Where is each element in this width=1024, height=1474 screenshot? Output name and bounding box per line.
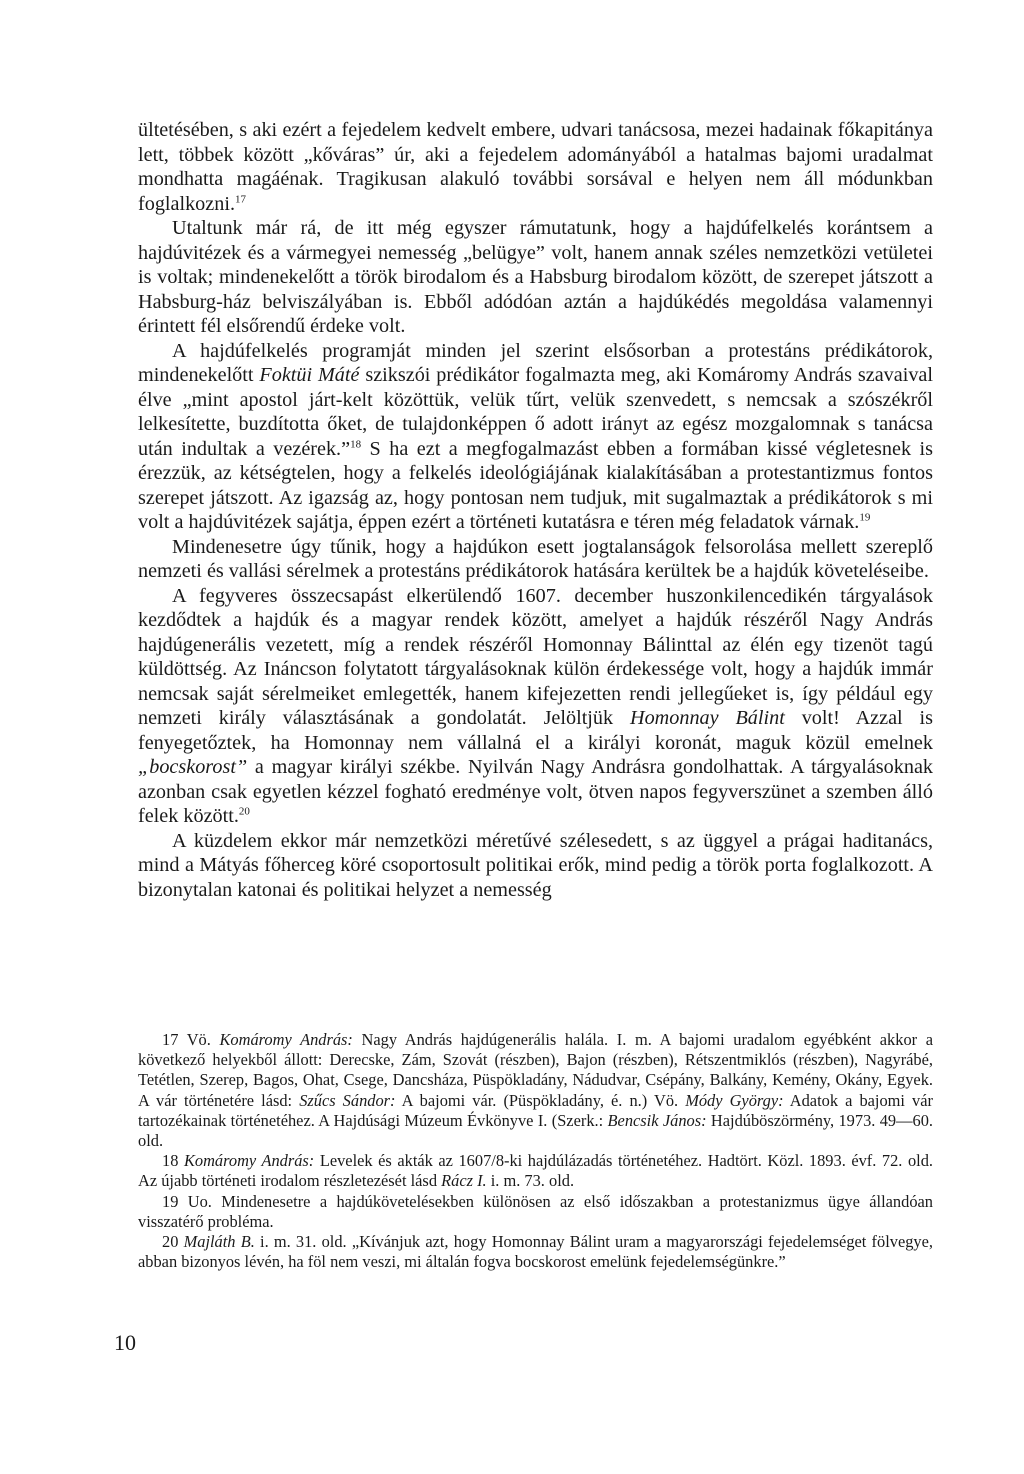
page-number: 10 <box>114 1330 136 1355</box>
paragraph-1 <box>138 118 933 216</box>
paragraph-6 <box>138 829 933 903</box>
main-text <box>138 118 933 902</box>
footnote-19 <box>138 1192 933 1232</box>
paragraph-2-text: Utaltunk már rá, de itt még egyszer rámutatunk, hogy a hajdúfelkelés korántsem a hajdúvitézek és a vármegyei nemesség „belügye” volt, hanem annak széles nemzetközi vetületei is voltak; mindenekelőtt a török birodalom és a Habsburg birodalom között, de szerepet játszott a Habsburg-ház belviszályában is. Ebből adódóan aztán a hajdúkédés megoldása valamennyi érintett fél elsőrendű érdeke volt. <box>138 217 933 337</box>
person-name-foktui-mate: Foktüi Máté <box>259 364 360 386</box>
footnote-17-author-3: Módy György: <box>685 1090 784 1110</box>
footnote-18-author-1: Komáromy András: <box>183 1151 315 1171</box>
paragraph-5-text-c: a magyar királyi székbe. Nyilván Nagy Andrásra gondolhattak. A tárgyalásoknak azonban csak egyetlen kézzel fogható eredménye volt, ötven napos fegyverszünet a szemben álló felek között. <box>138 756 933 827</box>
footnote-18-text-2: i. m. 73. old. <box>486 1171 575 1191</box>
paragraph-5 <box>138 584 933 829</box>
paragraph-4-text: Mindenesetre úgy tűnik, hogy a hajdúkon esett jogtalanságok felsorolása mellett szereplő nemzeti és vallási sérelmek a protestáns prédikátorok hatására kerültek be a hajdúk követeléseibe. <box>138 535 933 582</box>
footnote-17-number: 17 Vö. <box>162 1030 220 1049</box>
footnote-18-number: 18 <box>162 1151 184 1171</box>
footnote-17-author-4: Bencsik János: <box>607 1110 707 1130</box>
paragraph-3 <box>138 339 933 535</box>
footnote-17-text-2: A bajomi vár. (Püspökladány, é. n.) Vö. <box>395 1090 686 1110</box>
footnote-17-text-4: Hajdúböszörmény, 1973. 49—60. old. <box>138 1110 933 1151</box>
footnote-17-text-3: Adatok a bajomi vár tartozékainak történetéhez. A Hajdúsági Múzeum Évkönyve I. (Szerk.: <box>138 1090 933 1130</box>
footnote-20-text-1: i. m. 31. old. „Kívánjuk azt, hogy Homonnay Bálint uram a magyarországi fejedelemséget fölvegye, abban bizonyos lévén, ha föl nem veszi, mi általán fogva bocskorost emelünk fejedelemségünkre.” <box>138 1232 933 1272</box>
footnote-18 <box>138 1151 933 1191</box>
paragraph-4 <box>138 535 933 584</box>
footnote-18-author-2: Rácz I. <box>441 1171 487 1191</box>
footnotes <box>138 1030 933 1272</box>
footnote-20-number: 20 <box>162 1232 184 1252</box>
footnote-17-text-1: Nagy András hajdúgenerális halála. I. m. A bajomi uradalom egyébként akkor a következő helyekből állott: Derecske, Zám, Szovát (részben), Bajon (részben), Rétszentmiklós (részben), Nagyrábé, Tetétlen, Szerep, Bagos, Ohat, Csege, Dancsháza, Püspökladány, Nádudvar, Csépány, Balkány, Kemény, Okány, Egyek. A vár történetére lásd: <box>138 1030 933 1110</box>
footnote-19-text: 19 Uo. Mindenesetre a hajdúkövetelésekben különösen az első időszakban a protestanizmus ügye állandóan visszatérő probléma. <box>138 1191 933 1231</box>
footnote-17-author-2: Szűcs Sándor: <box>299 1090 396 1110</box>
footnote-ref-19[interactable]: 19 <box>859 511 871 524</box>
term-bocskoros: „bocskorost” <box>138 756 248 778</box>
paragraph-1-text: ültetésében, s aki ezért a fejedelem kedvelt embere, udvari tanácsosa, mezei hadainak főkapitánya lett, többek között „kőváras” úr, aki a fejedelem adományából a hatalmas bajomi uradalmat mondhatta magáénak. Tragikusan alakuló további sorsával e helyen nem áll módunkban foglalkozni. <box>138 119 933 215</box>
paragraph-5-text-b: volt! Azzal is fenyegetőztek, ha Homonnay nem vállalná el a királyi koronát, maguk közül emelnek <box>138 707 933 754</box>
footnote-ref-17[interactable]: 17 <box>235 192 246 205</box>
person-name-homonnay-balint: Homonnay Bálint <box>630 707 785 729</box>
paragraph-3-text-c: S ha ezt a megfogalmazást ebben a formában kissé végletesnek is érezzük, az kétségtelen, hogy a felkelés ideológiájának kialakításában a protestantizmus fontos szerepet játszott. Az igazság az, hogy pontosan nem tudjuk, mit sugalmaztak a prédikátorok s mi volt a hajdúvitézek sajátja, éppen ezért a történeti kutatásra e téren még feladatok várnak. <box>138 437 933 533</box>
paragraph-3-text-b: szikszói prédikátor fogalmazta meg, aki Komáromy András szavaival élve „mint apostol járt-kelt közöttük, velük tűrt, velük szenvedett, s nemcsak a szószékről lelkesítette, buzdította őket, de tulajdonképpen ő adott irányt az egész mozgalomnak s tanácsa után indultak a vezérek.” <box>138 364 933 460</box>
paragraph-3-text-a: A hajdúfelkelés programját minden jel szerint elsősorban a protestáns prédikátorok, mindenekelőtt <box>138 339 933 386</box>
footnote-17 <box>138 1030 933 1151</box>
footnote-ref-20[interactable]: 20 <box>238 805 250 818</box>
footnote-20-author-1: Majláth B. <box>183 1232 255 1252</box>
paragraph-6-text: A küzdelem ekkor már nemzetközi méretűvé szélesedett, s az üggyel a prágai haditanács, mind a Mátyás főherceg köré csoportosult politikai erők, mind pedig a török porta foglalkozott. A bizonytalan katonai és politikai helyzet a nemesség <box>138 829 933 901</box>
footnote-18-text-1: Levelek és akták az 1607/8-ki hajdúlázadás történetéhez. Hadtört. Közl. 1893. évf. 72. old. Az újabb történeti irodalom részletezését lásd <box>138 1151 933 1191</box>
footnote-ref-18[interactable]: 18 <box>350 437 362 450</box>
paragraph-2 <box>138 216 933 339</box>
footnote-17-author-1: Komáromy András: <box>219 1030 353 1049</box>
paragraph-5-text-a: A fegyveres összecsapást elkerülendő 1607. december huszonkilencedikén tárgyalások kezdődtek a hajdúk és a magyar rendek között, amelyet a hajdúk részéről Nagy András hajdúgenerális vezetett, míg a rendek részéről Homonnay Bálinttal az élén egy tizenöt tagú küldöttség. Az Ináncson folytatott tárgyalásoknak külön érdekessége volt, hogy a hajdúk immár nemcsak saját sérelmeiket emlegették, hanem kifejezetten rendi jellegűeket is, így például egy nemzeti király választásának a gondolatát. Jelöltjük <box>138 584 933 729</box>
footnote-20 <box>138 1232 933 1272</box>
